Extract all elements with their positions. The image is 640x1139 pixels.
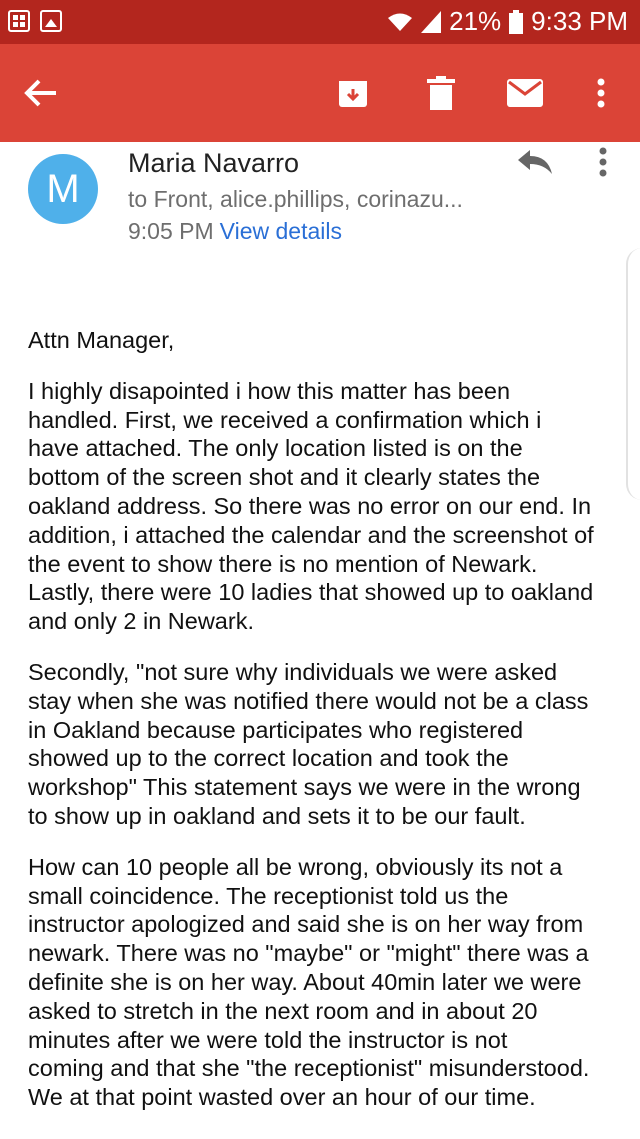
status-indicators: [387, 6, 628, 37]
body-line: minutes after we were told the instructor is not: [28, 1026, 508, 1053]
body-line: workshop" This statement says we were in the wrong: [28, 774, 581, 801]
recipients[interactable]: to Front, alice.phillips, corinazu...: [128, 186, 463, 212]
body-line: asked to stretch in the next room and in about 20: [28, 997, 538, 1024]
view-details-link[interactable]: View details: [219, 218, 342, 244]
body-paragraph: [28, 377, 618, 636]
sender-name: Maria Navarro: [128, 148, 300, 178]
body-line: addition, i attached the calendar and the screenshot of: [28, 521, 594, 548]
signal-icon: [421, 11, 441, 33]
body-paragraph: [28, 658, 618, 831]
message-more-icon[interactable]: [588, 142, 618, 182]
more-vert-icon[interactable]: [574, 66, 628, 120]
gallery-icon: [40, 10, 62, 32]
email-time: 9:05 PM: [128, 218, 214, 244]
email-time-row: [128, 218, 342, 245]
avatar[interactable]: M: [28, 154, 98, 224]
battery-percent: 21%: [449, 6, 502, 36]
body-line: stay when she was notified there would not be a class: [28, 687, 589, 714]
body-line: We at that point wasted over an hour of our time.: [28, 1084, 536, 1111]
body-line: Lastly, there were 10 ladies that showed up to oakland: [28, 579, 594, 606]
body-line: definite she is on her way. About 40min later we were: [28, 968, 582, 995]
wifi-icon: [387, 12, 413, 32]
body-paragraph: [28, 853, 618, 1112]
battery-icon: [509, 10, 523, 34]
body-line: Attn Manager,: [28, 327, 175, 353]
body-line: coming and that she "the receptionist" misunderstood.: [28, 1055, 590, 1082]
email-header: [0, 142, 640, 252]
archive-icon[interactable]: [326, 66, 380, 120]
body-line: small coincidence. The receptionist told us the: [28, 882, 509, 909]
body-line: and only 2 in Newark.: [28, 608, 254, 635]
email-body: [28, 326, 618, 1134]
status-bar: [0, 0, 640, 44]
delete-icon[interactable]: [414, 66, 468, 120]
clock: 9:33 PM: [531, 6, 628, 36]
scroll-edge: [626, 248, 640, 500]
body-line: showed up to the correct location and took the: [28, 745, 509, 772]
body-line: in Oakland because participates who registered: [28, 716, 524, 743]
notification-icons: [8, 10, 62, 32]
mail-icon[interactable]: [498, 66, 552, 120]
body-line: How can 10 people all be wrong, obviously its not a: [28, 853, 563, 880]
body-line: instructor apologized and said she is on her way from: [28, 911, 584, 938]
body-line: have attached. The only location listed is on the: [28, 435, 523, 462]
app-bar: [0, 44, 640, 142]
body-line: to show up in oakland and sets it to be our fault.: [28, 802, 526, 829]
reply-icon[interactable]: [512, 142, 558, 182]
body-line: bottom of the screen shot and it clearly states the: [28, 464, 541, 491]
body-line: I highly disapointed i how this matter has been: [28, 377, 511, 404]
body-line: oakland address. So there was no error on our end. In: [28, 492, 592, 519]
body-line: the event to show there is no mention of Newark.: [28, 550, 538, 577]
back-arrow-icon[interactable]: [14, 66, 68, 120]
body-line: Secondly, "not sure why individuals we were asked: [28, 658, 558, 685]
app-grid-icon: [8, 10, 30, 32]
body-paragraph: [28, 326, 618, 355]
body-line: handled. First, we received a confirmation which i: [28, 406, 542, 433]
body-line: newark. There was no "maybe" or "might" there was a: [28, 940, 589, 967]
